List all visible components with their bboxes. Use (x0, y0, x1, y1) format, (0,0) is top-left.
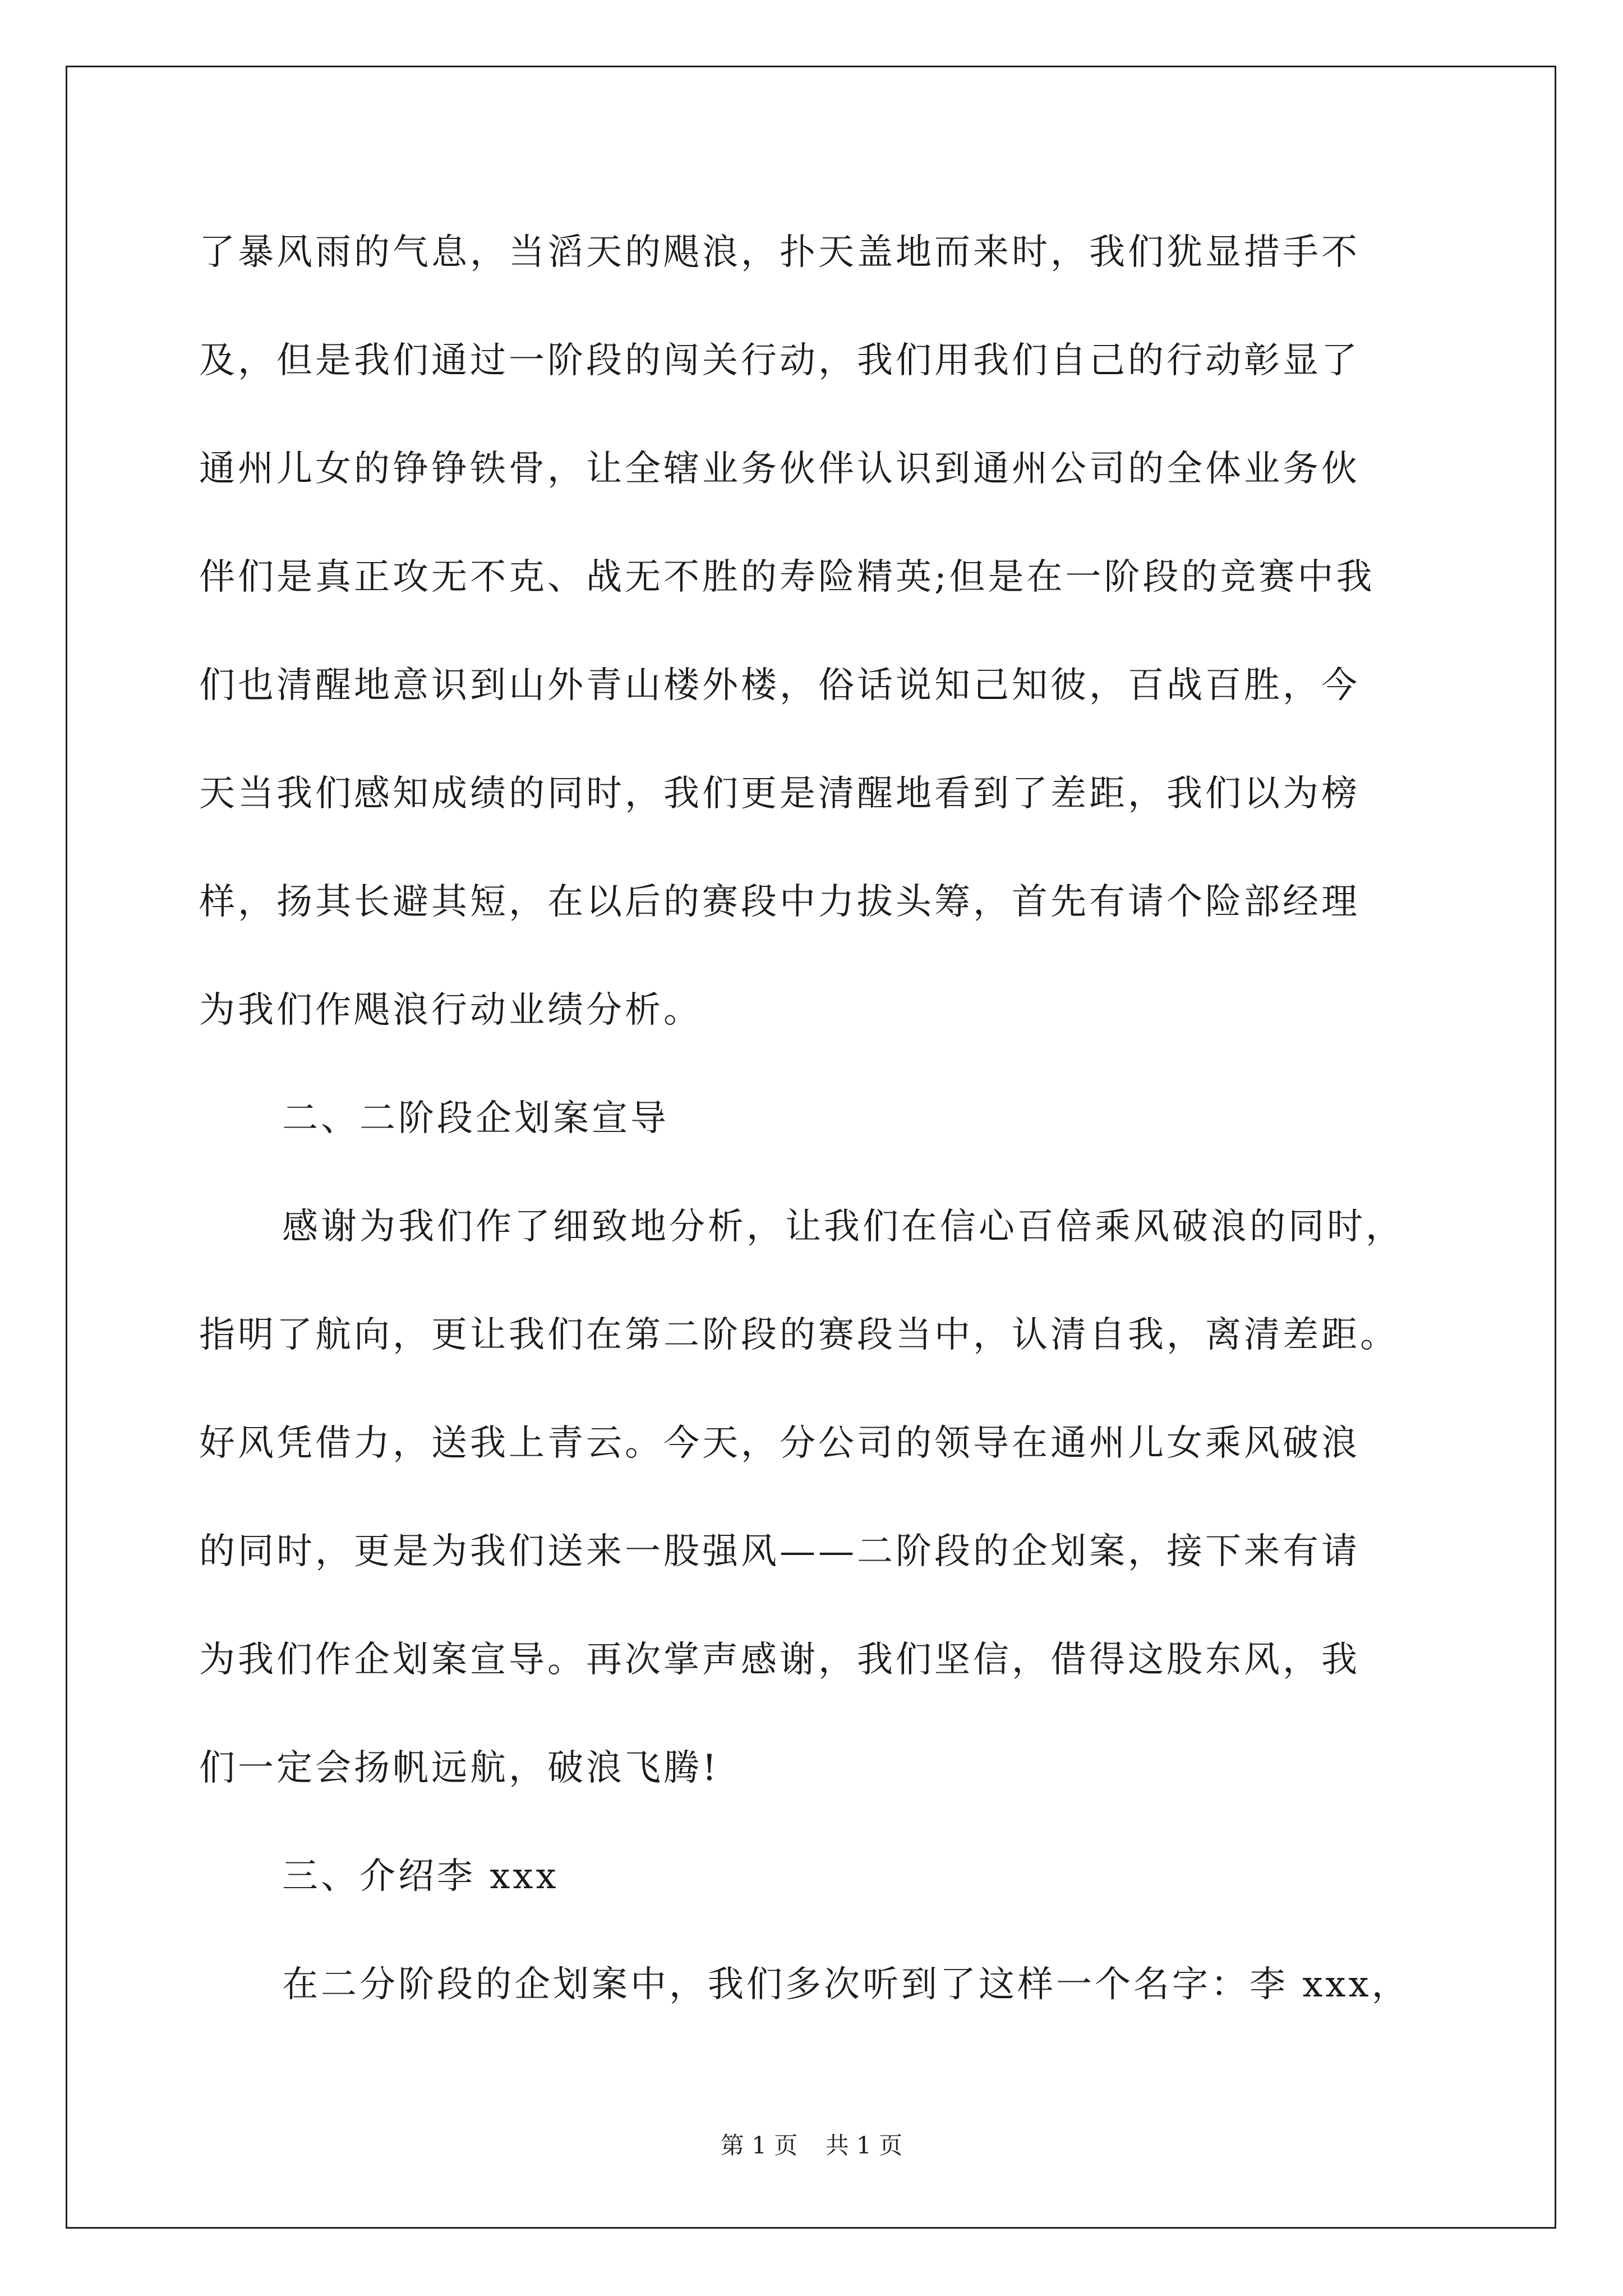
text-line-6: 天当我们感知成绩的同时，我们更是清醒地看到了差距，我们以为榜 (199, 773, 1360, 815)
text-line-13: 的同时，更是为我们送来一股强风——二阶段的企划案，接下来有请 (199, 1531, 1360, 1572)
text-line-4: 伴们是真正攻无不克、战无不胜的寿险精英;但是在一阶段的竞赛中我 (199, 556, 1375, 598)
text-line-8: 为我们作飓浪行动业绩分析。 (199, 990, 702, 1031)
section-heading-2: 二、二阶段企划案宣导 (282, 1098, 669, 1139)
text-line-14: 为我们作企划案宣导。再次掌声感谢，我们坚信，借得这股东风，我 (199, 1639, 1360, 1681)
page-total: 共 1 页 (825, 2132, 903, 2159)
text-line-7: 样，扬其长避其短，在以后的赛段中力拔头筹，首先有请个险部经理 (199, 881, 1360, 923)
page-footer (0, 2129, 1623, 2162)
text-line-1: 了暴风雨的气息，当滔天的飓浪，扑天盖地而来时，我们犹显措手不 (199, 232, 1360, 273)
text-line-3: 通州儿女的铮铮铁骨，让全辖业务伙伴认识到通州公司的全体业务伙 (199, 448, 1360, 490)
text-line-2: 及，但是我们通过一阶段的闯关行动，我们用我们自己的行动彰显了 (199, 340, 1360, 381)
text-line-15: 们一定会扬帆远航，破浪飞腾! (199, 1747, 720, 1789)
text-line-17: 在二分阶段的企划案中，我们多次听到了这样一个名字：李 xxx， (282, 1964, 1410, 2005)
section-heading-3: 三、介绍李 xxx (282, 1856, 559, 1897)
text-line-5: 们也清醒地意识到山外青山楼外楼，俗话说知己知彼，百战百胜，今 (199, 665, 1360, 706)
text-line-11: 指明了航向，更让我们在第二阶段的赛段当中，认清自我，离清差距。 (199, 1314, 1399, 1356)
text-line-10: 感谢为我们作了细致地分析，让我们在信心百倍乘风破浪的同时， (282, 1206, 1404, 1248)
page-number: 第 1 页 (720, 2132, 798, 2159)
document-body (199, 219, 1427, 2059)
text-line-12: 好风凭借力，送我上青云。今天，分公司的领导在通州儿女乘风破浪 (199, 1423, 1360, 1464)
